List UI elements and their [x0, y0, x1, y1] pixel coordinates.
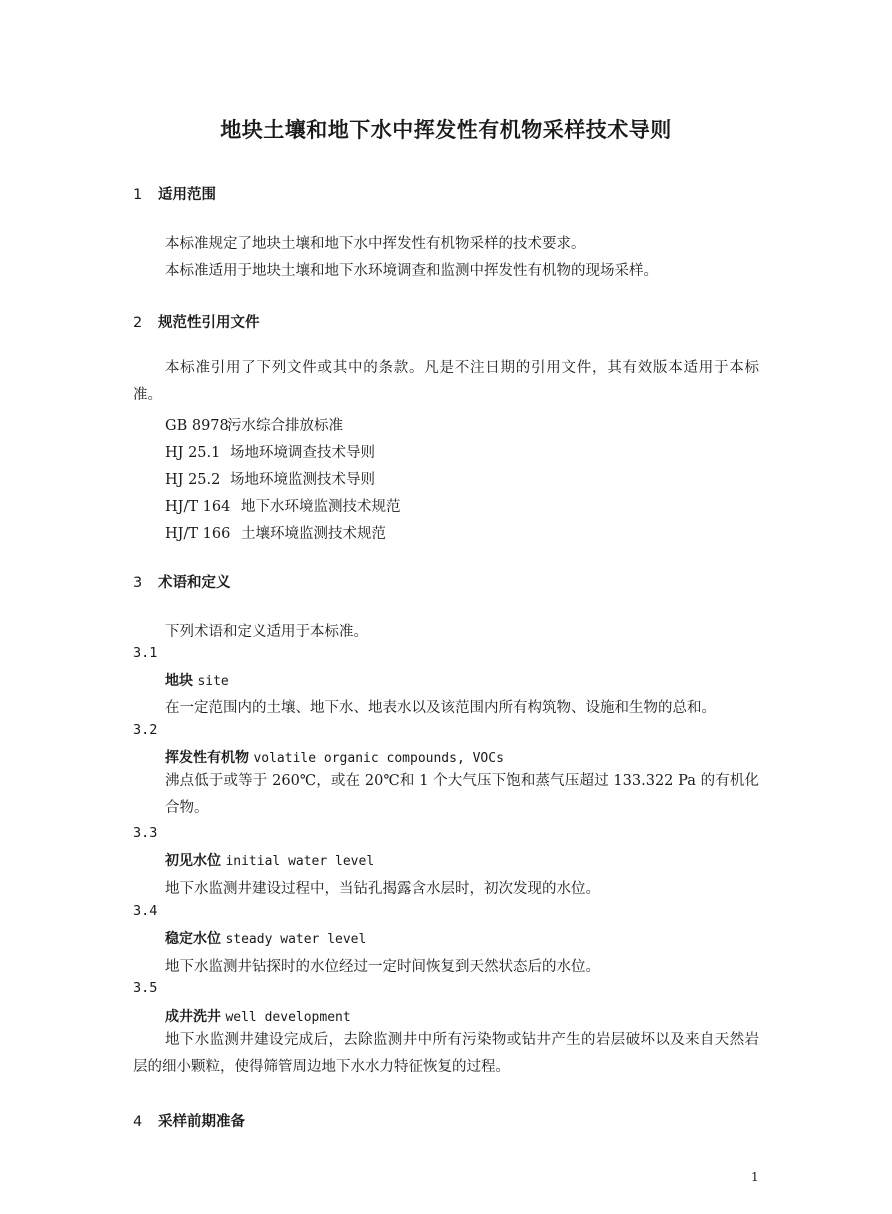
reference-name: 土壤环境监测技术规范: [241, 526, 386, 542]
term-entry: [165, 670, 229, 690]
term-definition: 地下水监测井钻探时的水位经过一定时间恢复到天然状态后的水位。: [165, 959, 600, 975]
term-entry: [165, 1006, 351, 1026]
paragraph: 本标准适用于地块土壤和地下水环境调查和监测中挥发性有机物的现场采样。: [165, 263, 658, 279]
reference-name: 场地环境监测技术导则: [230, 472, 375, 488]
reference-name: 污水综合排放标准: [227, 418, 343, 434]
clause-number: 3.4: [133, 903, 158, 919]
term-definition: 在一定范围内的土壤、地下水、地表水以及该范围内所有构筑物、设施和生物的总和。: [165, 700, 716, 716]
section-3-heading: [133, 571, 231, 592]
paragraph: 下列术语和定义适用于本标准。: [165, 624, 368, 640]
term-definition-text: 沸点低于或等于 260℃，或在 20℃和 1 个大气压下饱和蒸气压超过 133.322 Pa 的有机化合物。: [165, 773, 759, 816]
section-number: 1: [133, 187, 143, 203]
term-entry: [165, 747, 504, 767]
reference-name: 地下水环境监测技术规范: [241, 499, 401, 515]
section-4-heading: [133, 1110, 245, 1131]
reference-code: HJ 25.2: [165, 472, 221, 488]
reference-item: [165, 522, 386, 543]
reference-code: HJ/T 166: [165, 526, 231, 542]
section-1-heading: [133, 183, 216, 204]
section-number: 2: [133, 315, 143, 331]
paragraph: 本标准规定了地块土壤和地下水中挥发性有机物采样的技术要求。: [165, 236, 586, 252]
term-english: initial water level: [225, 854, 375, 869]
reference-code: HJ 25.1: [165, 445, 221, 461]
clause-number: 3.1: [133, 645, 158, 661]
reference-item: [165, 441, 375, 462]
term-entry: [165, 928, 366, 948]
term-definition: [133, 768, 759, 822]
section-2-heading: [133, 311, 260, 332]
reference-code: HJ/T 164: [165, 499, 231, 515]
term-english: well development: [225, 1010, 351, 1025]
term-chinese: 初见水位: [165, 853, 221, 869]
clause-number: 3.3: [133, 825, 158, 841]
clause-number: 3.2: [133, 722, 158, 738]
paragraph: 本标准引用了下列文件或其中的条款。凡是不注日期的引用文件，其有效版本适用于本标准。: [133, 360, 759, 403]
term-entry: [165, 850, 374, 870]
term-chinese: 地块: [165, 673, 193, 689]
term-chinese: 挥发性有机物: [165, 750, 249, 766]
section-title: 采样前期准备: [158, 1114, 245, 1130]
document-title: 地块土壤和地下水中挥发性有机物采样技术导则: [220, 118, 672, 142]
reference-name: 场地环境调查技术导则: [230, 445, 375, 461]
section-number: 3: [133, 575, 143, 591]
term-chinese: 稳定水位: [165, 931, 221, 947]
clause-number: 3.5: [133, 980, 158, 996]
term-english: site: [197, 674, 229, 689]
term-definition: 地下水监测井建设完成后，去除监测井中所有污染物或钻井产生的岩层破坏以及来自天然岩层的细小颗粒，使得筛管周边地下水水力特征恢复的过程。: [133, 1032, 759, 1075]
reference-code: GB 8978: [165, 418, 229, 434]
term-english: steady water level: [225, 932, 367, 947]
section-number: 4: [133, 1114, 143, 1130]
reference-item: [165, 414, 343, 435]
section-title: 适用范围: [158, 187, 216, 203]
reference-item: [165, 468, 375, 489]
reference-item: [165, 495, 401, 516]
term-english: volatile organic compounds, VOCs: [253, 751, 504, 766]
section-title: 术语和定义: [158, 575, 231, 591]
page-number: 1: [751, 1170, 759, 1184]
section-title: 规范性引用文件: [158, 315, 260, 331]
term-definition: 地下水监测井建设过程中，当钻孔揭露含水层时，初次发现的水位。: [165, 881, 600, 897]
term-chinese: 成井洗井: [165, 1009, 221, 1025]
